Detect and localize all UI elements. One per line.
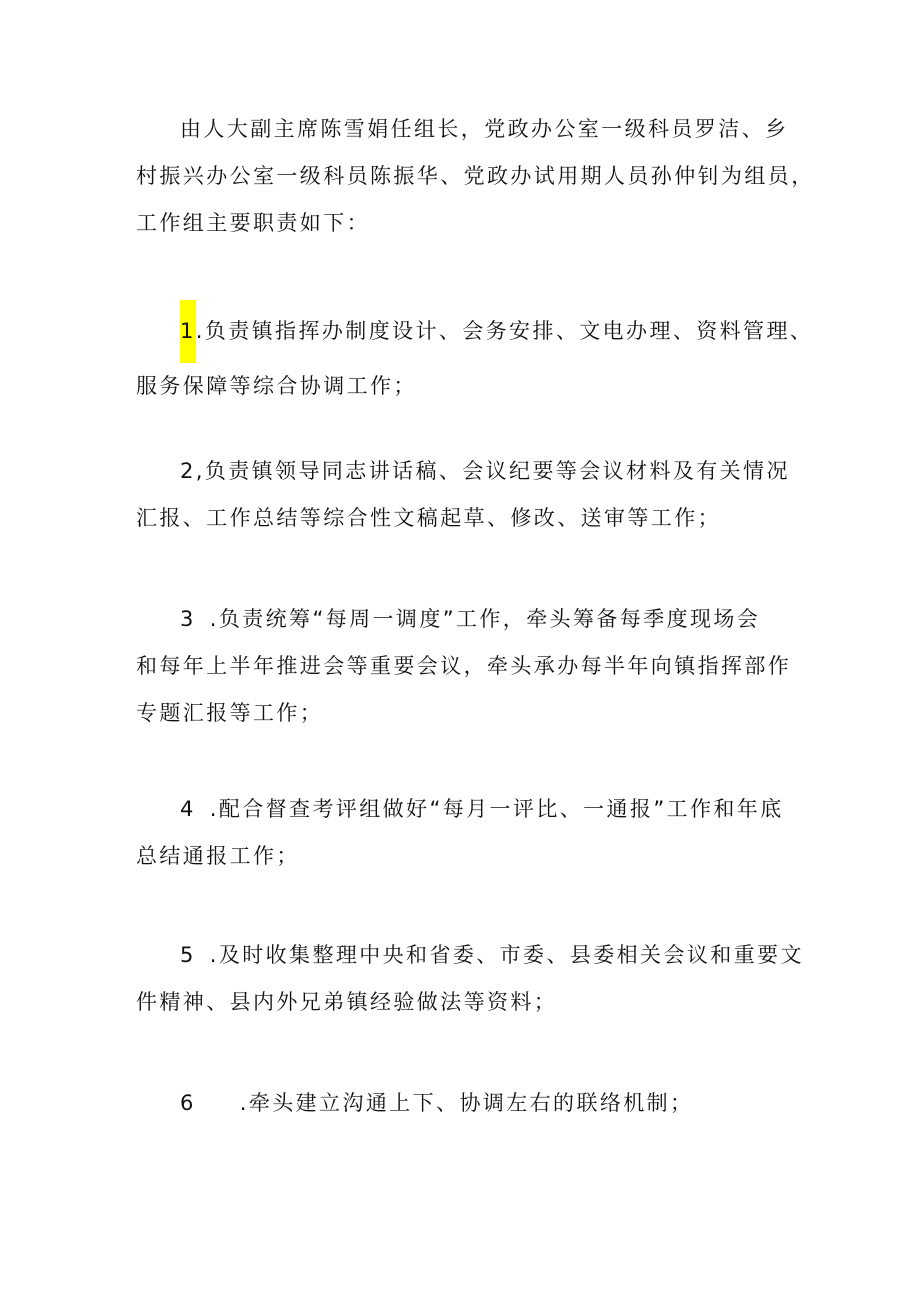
duty-item-3-line-1 xyxy=(136,596,806,643)
duty-item-1-separator: . xyxy=(195,319,205,343)
intro-line-1: 由人大副主席陈雪娟任组长，党政办公室一级科员罗洁、乡 xyxy=(180,117,789,141)
duty-item-6-line-1 xyxy=(136,1080,806,1127)
duty-item-4-line-2: 总结通报工作； xyxy=(136,844,300,868)
duty-item-4-text-1: .配合督查考评组做好“每月一评比、一通报”工作和年底 xyxy=(209,797,784,821)
duty-item-4-number: 4 xyxy=(180,797,196,821)
duty-item-5-text-1: .及时收集整理中央和省委、市委、县委相关会议和重要文 xyxy=(209,943,804,967)
duty-item-3-line-2: 和每年上半年推进会等重要会议，牵头承办每半年向镇指挥部作 xyxy=(136,654,792,678)
duty-item-5-line-1 xyxy=(136,932,806,979)
duty-item-2 xyxy=(136,448,806,542)
duty-item-6-text-1: .牵头建立沟通上下、协调左右的联络机制； xyxy=(239,1091,694,1115)
duty-item-1-text-1: 负责镇指挥办制度设计、会务安排、文电办理、资料管理、 xyxy=(204,319,814,343)
intro-line-3: 工作组主要职责如下： xyxy=(136,211,370,235)
duty-item-3-number: 3 xyxy=(180,607,196,631)
duty-item-3-line-3: 专题汇报等工作； xyxy=(136,701,324,725)
duty-item-6 xyxy=(136,1080,806,1127)
duty-item-4 xyxy=(136,786,806,880)
duty-item-4-line-1 xyxy=(136,786,806,833)
intro-line-2: 村振兴办公室一级科员陈振华、党政办试用期人员孙仲钊为组员， xyxy=(136,164,815,188)
duty-item-6-number: 6 xyxy=(180,1091,196,1115)
duty-item-3 xyxy=(136,596,806,737)
duty-item-1 xyxy=(136,300,814,410)
duty-item-2-line-1 xyxy=(136,448,806,495)
duty-item-2-line-2: 汇报、工作总结等综合性文稿起草、修改、送审等工作； xyxy=(136,506,721,530)
duty-item-5-number: 5 xyxy=(180,943,196,967)
intro-paragraph xyxy=(136,106,815,247)
duty-item-2-number: 2, xyxy=(180,459,205,483)
duty-item-5 xyxy=(136,932,806,1026)
duty-item-3-text-1: .负责统筹“每周一调度”工作，牵头筹备每季度现场会 xyxy=(209,607,761,631)
duty-item-2-text-1: 负责镇领导同志讲话稿、会议纪要等会议材料及有关情况 xyxy=(204,459,790,483)
duty-item-1-line-1 xyxy=(136,300,814,363)
duty-item-1-number-highlighted: 1 xyxy=(180,300,196,363)
duty-item-1-line-2: 服务保障等综合协调工作； xyxy=(136,374,417,398)
duty-item-5-line-2: 件精神、县内外兄弟镇经验做法等资料； xyxy=(136,990,558,1014)
